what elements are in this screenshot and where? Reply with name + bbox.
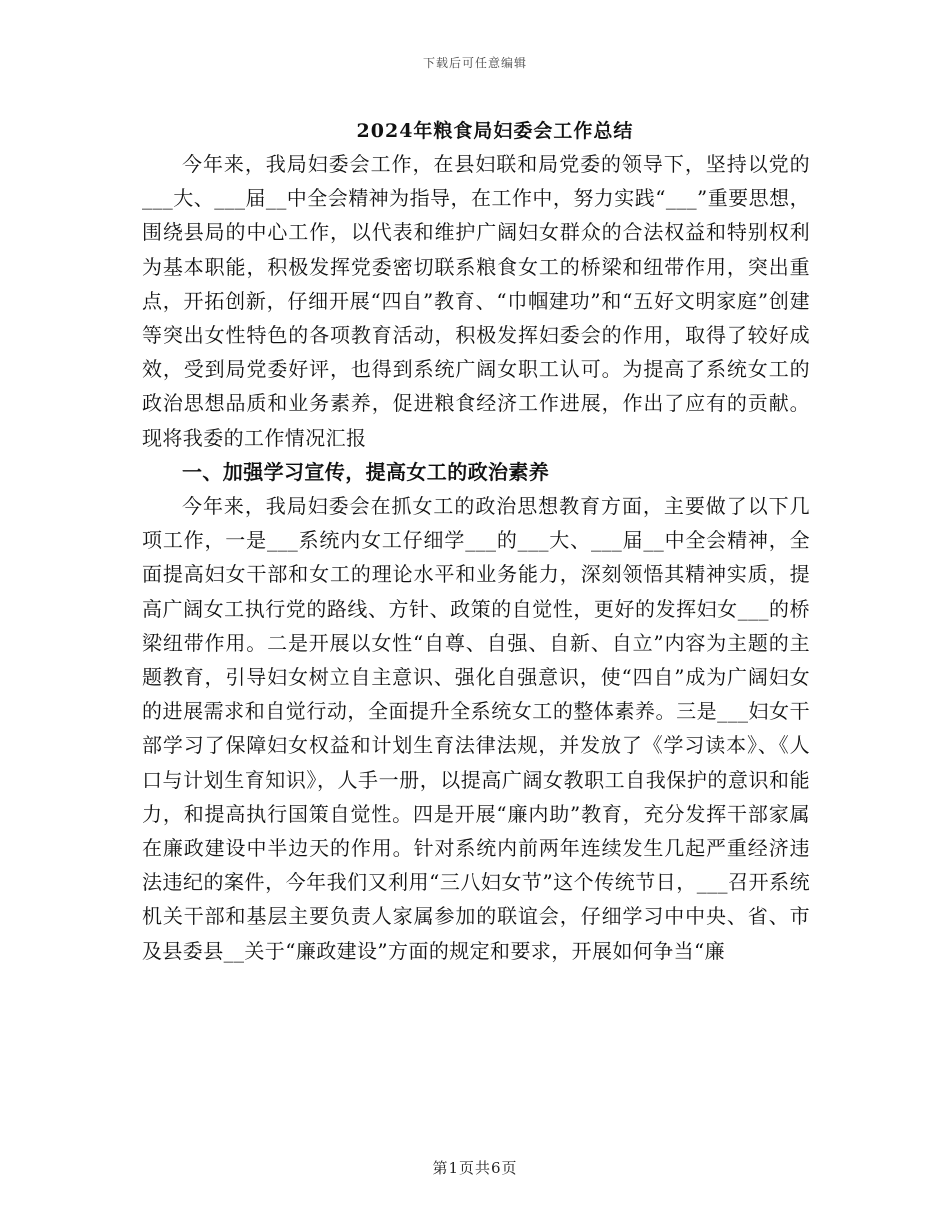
page-indicator: 第1页共6页 — [432, 1159, 518, 1177]
section-heading: 一、加强学习宣传，提高女工的政治素养 — [182, 459, 550, 484]
header-note: 下载后可任意编辑 — [422, 56, 527, 70]
document-title: 2024年粮食局妇委会工作总结 — [356, 120, 634, 142]
section-paragraph: 今年来，我局妇委会在抓女工的政治思想教育方面，主要做了以下几项工作，一是___系统内女工仔细学___的___大、___届__中全会精神，全面提高妇女干部和女工的理论水平和业务能力，深刻领悟其精神实质，提高广阔女工执行党的路线、方针、政策的自觉性，更好的发挥妇女___的桥梁纽带作用。二是开展以女性“自尊、自强、自新、自立”内容为主题的主题教育，引导妇女树立自主意识、强化自强意识，使“四自”成为广阔妇女的进展需求和自觉行动，全面提升全系统女工的整体素养。三是___妇女干部学习了保障妇女权益和计划生育法律法规，并发放了《学习读本》、《人口与计划生育知识》，人手一册，以提高广阔女教职工自我保护的意识和能力，和提高执行国策自觉性。四是开展“廉内助”教育，充分发挥干部家属在廉政建设中半边天的作用。针对系统内前两年连续发生几起严重经济违法违纪的案件，今年我们又利用“三八妇女节”这个传统节日，___召开系统机关干部和基层主要负责人家属参加的联谊会，仔细学习中中央、省、市及县委县__关于“廉政建设”方面的规定和要求，开展如何争当“廉 — [142, 494, 810, 963]
document-body — [142, 147, 810, 968]
intro-paragraph: 今年来，我局妇委会工作，在县妇联和局党委的领导下，坚持以党的___大、___届__中全会精神为指导，在工作中，努力实践“___”重要思想，围绕县局的中心工作，以代表和维护广阔妇女群众的合法权益和特别权利为基本职能，积极发挥党委密切联系粮食女工的桥梁和纽带作用，突出重点，开拓创新，仔细开展“四自”教育、“巾帼建功”和“五好文明家庭”创建等突出女性特色的各项教育活动，积极发挥妇委会的作用，取得了较好成效，受到局党委好评，也得到系统广阔女职工认可。为提高了系统女工的政治思想品质和业务素养，促进粮食经济工作进展，作出了应有的贡献。现将我委的工作情况汇报 — [142, 152, 810, 450]
